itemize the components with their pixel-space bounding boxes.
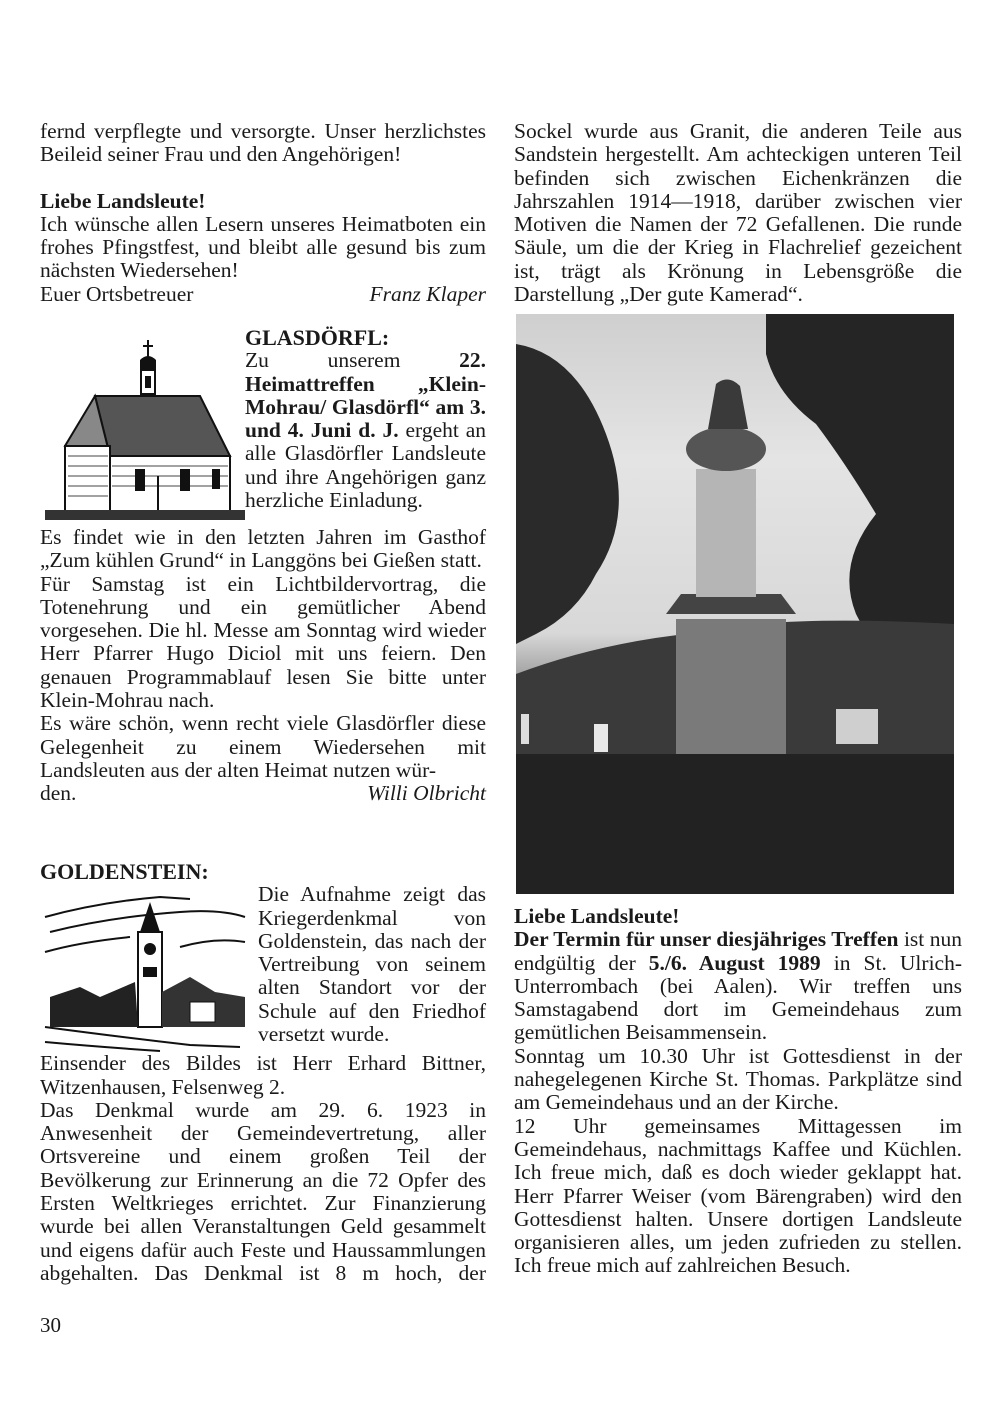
glasdoerfl-invitation xyxy=(245,349,486,512)
goldenstein-paragraph-sender: Einsender des Bildes ist Herr Erhard Bittner, Witzenhausen, Felsenweg 2. xyxy=(40,1051,486,1099)
goldenstein-heading: GOLDENSTEIN: xyxy=(40,859,209,884)
greeting-closing xyxy=(40,283,486,306)
chapel-drawing-icon xyxy=(40,326,245,526)
glasdoerfl-heading: GLASDÖRFL: xyxy=(245,325,390,350)
meeting-heading: Liebe Landsleute! xyxy=(514,904,680,928)
meeting-sunday-service: Sonntag um 10.30 Uhr ist Gottesdienst in der nahegelegenen Kirche St. Thomas. Parkplätze sind am Gemeindehaus und an der Kirche. xyxy=(514,1043,962,1115)
invitation-text-b: ergeht an alle Glasdörfler Landsleute und ihre Angehörigen ganz herzliche Einladung. xyxy=(245,418,487,513)
war-memorial-photo xyxy=(516,314,954,894)
meeting-text-a: ist nun endgültig der xyxy=(514,927,962,975)
closing-word: den. xyxy=(40,781,77,806)
closing-label: Euer Ortsbetreuer xyxy=(40,281,194,306)
glasdoerfl-intro-wrap xyxy=(40,326,486,526)
section-glasdoerfl xyxy=(40,326,486,806)
intro-paragraph: fernd verpflegte und versorgte. Unser herzlichstes Beileid seiner Frau und den Angehörigen! xyxy=(40,119,486,167)
greeting-heading: Liebe Landsleute! xyxy=(40,188,206,213)
section-goldenstein xyxy=(40,860,486,1285)
greeting-text: Ich wünsche allen Lesern unseres Heimatboten ein frohes Pfingstfest, und bleibt alle gesund bis zum nächsten Wiedersehen! xyxy=(40,211,486,283)
memorial-description: Sockel wurde aus Granit, die anderen Teile aus Sandstein hergestellt. Am achteckigen unteren Teil befinden sich zwischen Eichenkränzen die Jahrszahlen 1914—1918, darüber zwischen vier Motiven die Namen der 72 Gefallenen. Die runde Säule, um die der Krieg in Flachrelief gezeichent ist, trägt als Krönung in Lebensgröße die Darstellung „Der gute Kamerad“. xyxy=(514,119,962,307)
invitation-text-a: Zu unserem xyxy=(245,348,460,373)
meeting-term-bold: Der Termin für unser diesjähriges Treffen xyxy=(514,927,899,952)
glasdoerfl-wrap-text xyxy=(245,326,486,512)
glasdoerfl-paragraph-program: Für Samstag ist ein Lichtbildervortrag, die Totenehrung und ein gemütlicher Abend vorgesehen. Die hl. Messe am Sonntag wird wieder Herr Pfarrer Hugo Diciol mit uns feiern. Den genauen Programmablauf lesen Sie bitte unter Klein-Mohrau nach. xyxy=(40,571,486,713)
right-column-bottom xyxy=(514,905,962,1278)
left-column xyxy=(40,120,486,306)
meeting-text-b: in St. Ulrich-Unterrombach (bei Aalen). Wir treffen uns Samstagabend dort im Gemeindehaus zum gemütlichen Beisammensein. xyxy=(514,950,962,1045)
meeting-lunch-details: 12 Uhr gemeinsames Mittagessen im Gemeindehaus, nachmittags Kaffee und Küchlen. Ich freue mich, daß es doch wieder geklappt hat. Herr Pfarrer Weiser (vom Bärengraben) wird den Gottesdienst halten. Unsere dortigen Landsleute organisieren alles, um jeden zufrieden zu stellen. Ich freue mich auf zahlreichen Besuch. xyxy=(514,1113,962,1278)
glasdoerfl-paragraph-venue: Es findet wie in den letzten Jahren im Gasthof „Zum kühlen Grund“ in Langgöns bei Gießen statt. xyxy=(40,525,486,573)
right-column-top xyxy=(514,120,962,306)
glasdoerfl-paragraph-closing: Es wäre schön, wenn recht viele Glasdörfler diese Gelegenheit zu einem Wiedersehen mit Landsleuten aus der alten Heimat nutzen wür- xyxy=(40,711,486,782)
signature-franz-klaper: Franz Klaper xyxy=(369,281,486,306)
meeting-date-bold: 5./6. August 1989 xyxy=(648,950,821,975)
town-church-drawing-icon xyxy=(40,887,258,1052)
goldenstein-paragraph-history: Das Denkmal wurde am 29. 6. 1923 in Anwesenheit der Gemeindevertretung, aller Ortsvereine und einem großen Teil der Bevölkerung zur Erinnerung an die 72 Opfer des Ersten Weltkrieges errichtet. Zur Finanzierung wurde bei allen Veranstaltungen Geld gesammelt und eigens dafür auch Feste und Haussammlungen abgehalten. Das Denkmal ist 8 m hoch, der xyxy=(40,1097,486,1285)
meeting-announcement xyxy=(514,928,962,1044)
goldenstein-wrap-text: Die Aufnahme zeigt das Kriegerdenkmal von Goldenstein, das nach der Vertreibung von seinem alten Standort vor der Schule auf den Friedhof versetzt wurde. xyxy=(258,882,486,1047)
glasdoerfl-signoff xyxy=(40,782,486,805)
page-number: 30 xyxy=(40,1313,61,1337)
goldenstein-intro-wrap xyxy=(40,883,486,1052)
signature-willi-olbricht: Willi Olbricht xyxy=(367,781,486,806)
invitation-event-bold: 22. Heimattreffen „Klein-Mohrau/ Glasdörfl“ am 3. und 4. Juni d. J. xyxy=(245,348,486,443)
